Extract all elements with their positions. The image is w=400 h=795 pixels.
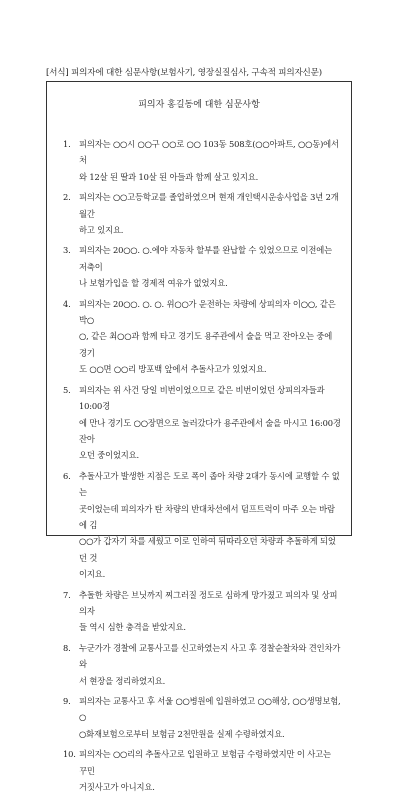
question-line: 하고 있지요. (79, 225, 124, 236)
question-text (79, 640, 341, 689)
question-number: 10. (63, 749, 76, 760)
question-line: 피의자는 ○○시 ○○구 ○○로 ○○ 103동 508호(○○아파트, ○○동)에서 처 (79, 139, 339, 166)
question-text (79, 468, 341, 583)
question-line: 이지요. (79, 569, 106, 580)
question-text (79, 587, 341, 636)
question-line: 피의자는 20○○. ○.에야 자동차 할부를 완납할 수 있었으므로 이전에는 저축이 (79, 245, 333, 272)
question-line: 누군가가 경찰에 교통사고를 신고하였는지 사고 후 경찰순찰차와 견인차가 와 (79, 642, 341, 670)
question-text (79, 189, 341, 238)
question-item (63, 136, 341, 185)
document-title: 피의자 홍길동에 대한 심문사항 (138, 100, 260, 110)
form-header: [서식] 피의자에 대한 심문사항(보험사기, 영장실질심사, 구속적 피의자신문) (46, 68, 322, 78)
question-item (63, 468, 341, 583)
question-line: 곳이었는데 피의자가 탄 차량의 반대차선에서 덤프트럭이 마주 오는 바람에 김 (79, 503, 335, 530)
question-line: 추돌사고가 발생한 지점은 도로 폭이 좁아 차량 2대가 동시에 교행할 수 없는 (79, 470, 340, 498)
question-line: 피의자는 ○○고등학교를 졸업하였으며 현재 개인택시운송사업을 3년 2개월간 (79, 192, 339, 219)
question-list (63, 136, 341, 795)
question-line: 추돌한 차량은 브닛까지 찌그러질 정도로 심하게 망가졌고 피의자 및 상피의자 (79, 589, 338, 616)
question-text (79, 693, 341, 742)
question-line: ○화재보험으로부터 보험금 2천만원을 실제 수령하였지요. (79, 728, 285, 739)
question-line: 와 12살 된 딸과 10살 된 아들과 함께 살고 있지요. (79, 171, 259, 182)
question-number: 4. (63, 298, 71, 309)
question-number: 2. (63, 192, 71, 203)
question-line: ○, 같은 최○○과 함께 타고 경기도 용주관에서 술을 먹고 잔아오는 중에 경기 (79, 331, 333, 358)
question-item (63, 693, 341, 742)
question-text (79, 242, 341, 291)
question-line: 피의자는 위 사건 당일 비번이었으므로 같은 비번이었던 상피의자들과 10:00경 (79, 384, 325, 412)
question-text (79, 746, 341, 795)
question-line: 피의자는 20○○. ○. ○. 위○○가 운전하는 차량에 상피의자 이○○, 같은 박○ (79, 298, 336, 326)
question-line: 오던 중이었지요. (79, 450, 140, 461)
question-item (63, 242, 341, 291)
question-line: 에 만나 경기도 ○○장면으로 놀러갔다가 용주관에서 술을 마시고 16:00경 잔아 (79, 417, 341, 444)
question-number: 3. (63, 245, 71, 256)
question-text (79, 136, 341, 185)
question-line: 나 보험가입을 할 경제적 여유가 없었지요. (79, 278, 228, 289)
question-item (63, 587, 341, 636)
question-line: 피의자는 교통사고 후 서울 ○○병원에 입원하였고 ○○해상, ○○생명보험, ○ (79, 696, 341, 723)
question-item (63, 296, 341, 378)
question-item (63, 640, 341, 689)
question-number: 8. (63, 642, 71, 653)
interrogation-document (46, 81, 352, 793)
question-line: 거짓사고가 아니지요. (79, 782, 155, 793)
question-number: 1. (63, 139, 71, 149)
question-number: 5. (63, 384, 71, 395)
question-text (79, 296, 341, 378)
question-number: 6. (63, 470, 71, 481)
question-line: 도 ○○면 ○○리 방포백 앞에서 추돌사고가 있었지요. (79, 364, 267, 375)
question-line: 서 현장을 정리하였지요. (79, 675, 166, 686)
question-line: 들 역시 심한 충격을 받았지요. (79, 622, 186, 633)
question-line: 피의자는 ○○리의 추돌사고로 입원하고 보험금 수령하였지만 이 사고는 꾸민 (79, 749, 331, 776)
question-item (63, 382, 341, 464)
question-text (79, 382, 341, 464)
question-line: ○○가 갑자기 차를 세웠고 이로 인하여 뒤따라오던 차량과 추돌하게 되었던 것 (79, 536, 336, 563)
question-item (63, 189, 341, 238)
question-item (63, 746, 341, 795)
question-number: 9. (63, 696, 71, 706)
question-number: 7. (63, 589, 71, 600)
